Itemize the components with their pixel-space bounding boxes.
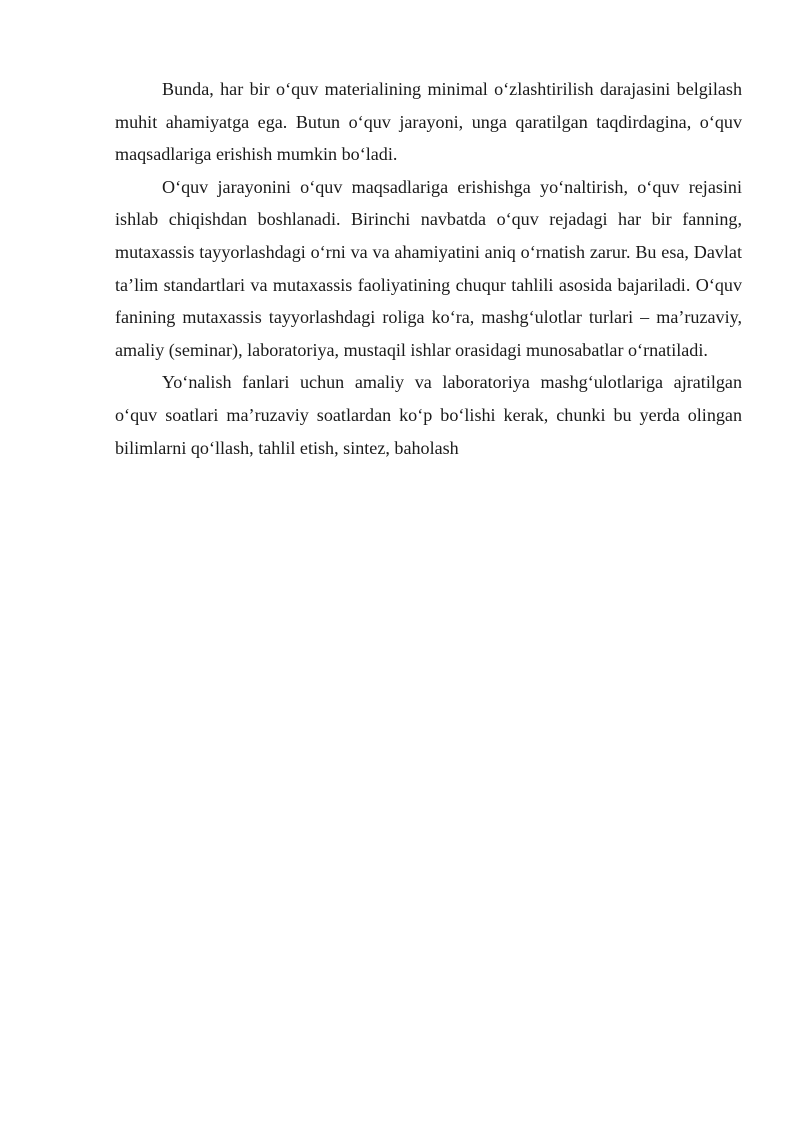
paragraph: O‘quv jarayonini o‘quv maqsadlariga erishishga yo‘naltirish, o‘quv rejasini ishlab chiqishdan boshlanadi. Birinchi navbatda o‘quv rejadagi har bir fanning, mutaxassis tayyorlashdagi o‘rni va va ahamiyatini aniq o‘rnatish zarur. Bu esa, Davlat ta’lim standartlari va mutaxassis faoliyatining chuqur tahlili asosida bajariladi. O‘quv fanining mutaxassis tayyorlashdagi roliga ko‘ra, mashg‘ulotlar turlari – ma’ruzaviy, amaliy (seminar), laboratoriya, mustaqil ishlar orasidagi munosabatlar o‘rnatiladi. <box>115 176 742 360</box>
paragraph: Yo‘nalish fanlari uchun amaliy va laboratoriya mashg‘ulotlariga ajratilgan o‘quv soatlari ma’ruzaviy soatlardan ko‘p bo‘lishi kerak, chunki bu yerda olingan bilimlarni qo‘llash, tahlil etish, sintez, baholash <box>115 372 742 458</box>
paragraph: Bunda, har bir o‘quv materialining minimal o‘zlashtirilish darajasini belgilash muhit ahamiyatga ega. Butun o‘quv jarayoni, unga qaratilgan taqdirdagina, o‘quv maqsadlariga erishish mumkin bo‘ladi. <box>115 79 742 165</box>
document-body <box>115 73 742 464</box>
